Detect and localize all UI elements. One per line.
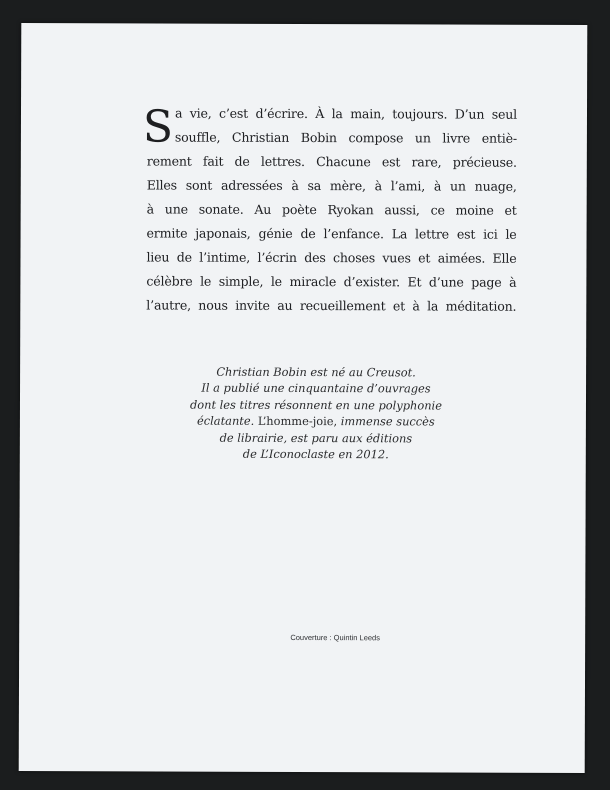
blurb-line: célèbre le simple, le miracle d’exister. Et d’une page à <box>146 273 517 290</box>
bio-line: Il a publié une cinquantaine d’ouvrages <box>201 381 431 396</box>
blurb-line: à une sonate. Au poète Ryokan aussi, ce moine et <box>146 201 517 218</box>
blurb-line: rement fait de lettres. Chacune est rare, précieuse. <box>146 153 517 170</box>
author-bio <box>146 363 486 463</box>
bio-line: dont les titres résonnent en une polyphonie <box>189 397 442 413</box>
bio-line-italic: immense succès <box>337 414 435 429</box>
blurb-line: a vie, c’est d’écrire. À la main, toujours. D’un seul <box>174 105 518 122</box>
bio-line-italic: éclatante. <box>197 413 258 429</box>
book-title: L’homme-joie, <box>257 414 338 429</box>
blurb-line: l’autre, nous invite au recueillement et à la méditation. <box>146 297 517 314</box>
back-cover-blurb <box>142 101 518 318</box>
cover-credit: Couverture : Quintin Leeds <box>290 632 380 643</box>
bio-line: de librairie, est paru aux éditions <box>219 430 413 446</box>
bio-line <box>146 413 486 431</box>
bio-line: de L’Iconoclaste en 2012. <box>242 446 389 462</box>
blurb-line: lieu de l’intime, l’écrin des choses vues et aimées. Elle <box>146 249 517 266</box>
drop-cap: S <box>142 101 173 153</box>
blurb-line: ermite japonais, génie de l’enfance. La lettre est ici le <box>146 225 517 242</box>
bio-line: Christian Bobin est né au Creusot. <box>216 364 416 380</box>
book-back-cover <box>19 23 588 773</box>
blurb-line: Elles sont adressées à sa mère, à l’ami, à un nuage, <box>146 177 517 194</box>
blurb-line: souffle, Christian Bobin compose un livre entiè- <box>174 129 517 146</box>
